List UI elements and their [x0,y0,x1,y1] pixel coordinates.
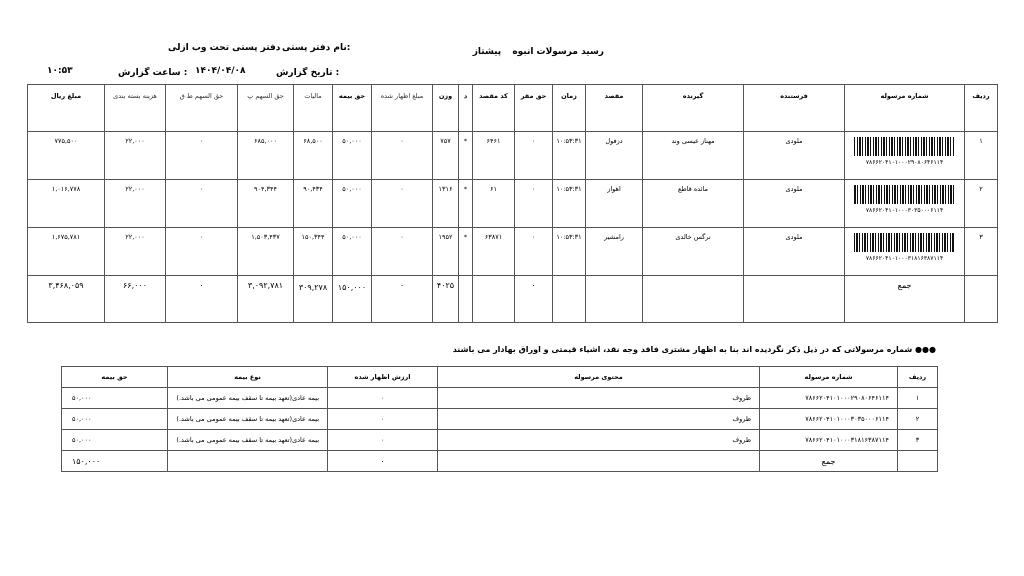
ins-insurance-type: بیمه عادی(تعهد بیمه تا سقف بیمه عمومی می باشد.) [168,388,328,409]
ins-total-insurance-fee: ۱۵۰,۰۰۰ [62,451,168,472]
packing: ۲۲,۰۰۰ [105,180,166,228]
sender: ملودی [744,228,845,276]
col-d: د [459,85,473,132]
tracking-cell [845,132,965,180]
ins-insurance-fee: ۵۰,۰۰۰ [62,409,168,430]
share-p: ۹۰۴,۳۴۴ [238,180,294,228]
packing: ۲۲,۰۰۰ [105,228,166,276]
table-row [28,132,998,180]
col-insurance-fee: حق بیمه [333,85,372,132]
total-empty [965,276,998,323]
total-declared: ۰ [372,276,433,323]
amount: ۷۷۵,۵۰۰ [28,132,105,180]
ins-insurance-fee: ۵۰,۰۰۰ [62,388,168,409]
col-row: ردیف [965,85,998,132]
total-share-p: ۳,۰۹۲,۷۸۱ [238,276,294,323]
time-label: ساعت گزارش : [118,68,188,78]
d-mark: * [459,228,473,276]
ins-tracking: ۷۸۶۶۲۰۴۱۰۱۰۰۰۳۱۸۱۶۳۸۷۱۱۴ [760,430,898,451]
hq-share: ۰ [515,228,553,276]
tax: ۹۰,۴۳۴ [294,180,333,228]
col-destination: مقصد [586,85,643,132]
ins-total-declared-value: ۰ [328,451,438,472]
ins-total-row [62,451,938,472]
weight: ۱۹۵۲ [433,228,459,276]
ins-col-tracking: شماره مرسوله [760,367,898,388]
receipt-title-text: رسید مرسولات انبوه [512,47,604,57]
hq-share: ۰ [515,180,553,228]
col-tax: مالیات [294,85,333,132]
destination: دزفول [586,132,643,180]
tracking-number: ۷۸۶۶۲۰۴۱۰۱۰۰۰۳۰۳۵۰۰۰۶۱۱۴ [865,207,944,214]
table-row [28,228,998,276]
total-row [28,276,998,323]
ins-declared-value: ۰ [328,430,438,451]
declared: ۰ [372,228,433,276]
total-share-tq: ۰ [166,276,238,323]
dest-code: ۶۴۶۱ [473,132,515,180]
share-tq: ۰ [166,132,238,180]
share-tq: ۰ [166,180,238,228]
total-empty [473,276,515,323]
d-mark: * [459,180,473,228]
ins-col-insurance-type: نوع بیمه [168,367,328,388]
packing: ۲۲,۰۰۰ [105,132,166,180]
total-weight: ۴۰۲۵ [433,276,459,323]
total-packing: ۶۶,۰۰۰ [105,276,166,323]
destination: رامشیر [586,228,643,276]
col-weight: وزن [433,85,459,132]
tax: ۶۸,۵۰۰ [294,132,333,180]
ins-total-empty [168,451,328,472]
col-share-p: حق السهم پ [238,85,294,132]
col-sender: فرستنده [744,85,845,132]
total-empty [643,276,744,323]
insurance-fee: ۵۰,۰۰۰ [333,180,372,228]
insurance-header-row [62,367,938,388]
receiver: مائده قاطع [643,180,744,228]
ins-col-declared-value: ارزش اظهار شده [328,367,438,388]
receiver: مهناز عیسی وند [643,132,744,180]
row-number: ۱ [965,132,998,180]
ins-insurance-type: بیمه عادی(تعهد بیمه تا سقف بیمه عمومی می باشد.) [168,409,328,430]
weight: ۷۵۷ [433,132,459,180]
total-empty [586,276,643,323]
total-tax: ۳۰۹,۲۷۸ [294,276,333,323]
ins-content: ظروف [438,388,760,409]
total-amount: ۳,۴۶۸,۰۵۹ [28,276,105,323]
barcode-icon [853,137,957,156]
office-value: دفتر پستی تحت وب ازلی [168,43,281,53]
table-row [62,409,938,430]
col-share-tq: حق السهم ط ق [166,85,238,132]
ins-col-content: محتوی مرسوله [438,367,760,388]
table-row [62,388,938,409]
ins-content: ظروف [438,409,760,430]
amount: ۱,۶۷۵,۷۸۱ [28,228,105,276]
receiver: نرگس خالدی [643,228,744,276]
declaration-note: ●●● شماره مرسولاتی که در ذیل ذکر نگردیده اند بنا به اظهار مشتری فاقد وجه نقد، اشیاء قیمتی و اوراق بهادار می باشند [452,345,936,354]
ins-declared-value: ۰ [328,409,438,430]
sender: ملودی [744,180,845,228]
ins-col-row: ردیف [898,367,938,388]
insurance-table [61,366,938,472]
table-row [62,430,938,451]
ins-insurance-fee: ۵۰,۰۰۰ [62,430,168,451]
service-type: پیشتاز [472,47,502,57]
date-label: تاریخ گزارش : [276,68,340,78]
ins-total-label: جمع [760,451,898,472]
tracking-number: ۷۸۶۶۲۰۴۱۰۱۰۰۰۳۱۸۱۶۳۸۷۱۱۴ [865,255,944,262]
insurance-fee: ۵۰,۰۰۰ [333,228,372,276]
dest-code: ۶۱ [473,180,515,228]
office-label: نام دفتر پستی: [282,43,351,53]
col-receiver: گیرنده [643,85,744,132]
col-dest-code: کد مقصد [473,85,515,132]
parcels-table [27,84,998,323]
total-hq-share: ۰ [515,276,553,323]
sender: ملودی [744,132,845,180]
row-number: ۳ [965,228,998,276]
tracking-number: ۷۸۶۶۲۰۴۱۰۱۰۰۰۲۹۰۸۰۶۴۶۱۱۴ [865,159,944,166]
tax: ۱۵۰,۳۴۴ [294,228,333,276]
table-row [28,180,998,228]
tracking-cell [845,180,965,228]
amount: ۱,۰۱۶,۷۷۸ [28,180,105,228]
dest-code: ۶۳۸۷۱ [473,228,515,276]
weight: ۱۳۱۶ [433,180,459,228]
ins-declared-value: ۰ [328,388,438,409]
time: ۱۰:۵۳:۳۱ [553,228,586,276]
ins-content: ظروف [438,430,760,451]
ins-col-insurance-fee: حق بیمه [62,367,168,388]
declared: ۰ [372,132,433,180]
hq-share: ۰ [515,132,553,180]
col-time: زمان [553,85,586,132]
ins-tracking: ۷۸۶۶۲۰۴۱۰۱۰۰۰۳۰۳۵۰۰۰۶۱۱۴ [760,409,898,430]
col-declared: مبلغ اظهار شده [372,85,433,132]
total-empty [553,276,586,323]
date-value: ۱۴۰۴/۰۴/۰۸ [195,66,246,76]
barcode-icon [853,233,957,252]
total-insurance-fee: ۱۵۰,۰۰۰ [333,276,372,323]
insurance-fee: ۵۰,۰۰۰ [333,132,372,180]
d-mark: * [459,132,473,180]
receipt-title [473,47,604,57]
ins-tracking: ۷۸۶۶۲۰۴۱۰۱۰۰۰۲۹۰۸۰۶۴۶۱۱۴ [760,388,898,409]
ins-insurance-type: بیمه عادی(تعهد بیمه تا سقف بیمه عمومی می باشد.) [168,430,328,451]
barcode-icon [853,185,957,204]
table-header-row [28,85,998,132]
ins-total-empty [898,451,938,472]
total-empty [459,276,473,323]
time: ۱۰:۵۳:۳۱ [553,180,586,228]
row-number: ۲ [965,180,998,228]
share-tq: ۰ [166,228,238,276]
total-empty [744,276,845,323]
col-tracking: شماره مرسوله [845,85,965,132]
ins-row-number: ۳ [898,430,938,451]
tracking-cell [845,228,965,276]
declared: ۰ [372,180,433,228]
time: ۱۰:۵۳:۳۱ [553,132,586,180]
col-packing: هزینه بسته بندی [105,85,166,132]
ins-row-number: ۲ [898,409,938,430]
share-p: ۱,۵۰۳,۴۳۷ [238,228,294,276]
share-p: ۶۸۵,۰۰۰ [238,132,294,180]
total-label: جمع [845,276,965,323]
ins-row-number: ۱ [898,388,938,409]
ins-total-empty [438,451,760,472]
time-value: ۱۰:۵۳ [47,66,73,76]
destination: اهواز [586,180,643,228]
col-amount: مبلغ ریال [28,85,105,132]
col-hq-share: حق مقر [515,85,553,132]
